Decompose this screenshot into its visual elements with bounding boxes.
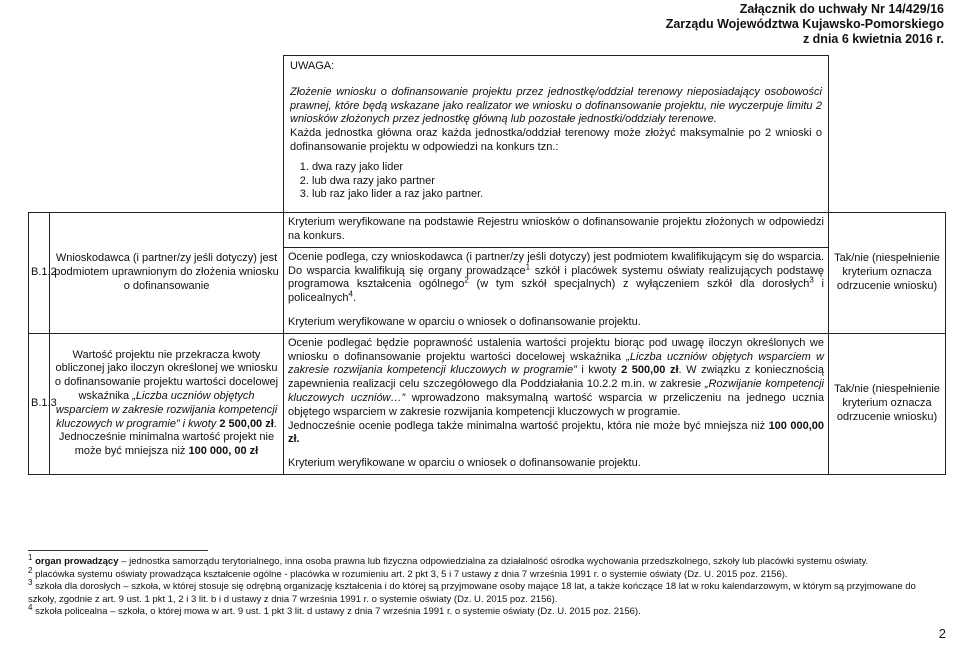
footnote: $^1$ organ prowadzący – jednostka samorządu terytorialnego, inna osoba prawna lub fizyczna odpowiedzialna za działalność ośrodka wychowania przedszkolnego, szkoły lub placówki systemu oświaty. (28, 552, 869, 567)
criterion-name: Wartość projektu nie przekracza kwoty obliczonej jako iloczyn określonej we wniosku o dofinansowanie projektu wartości docelowej wskaźnika „Liczba uczniów objętych wsparciem w zakresie rozwijania kompetencji kluczowych w programie” i kwoty 2 500,00 zł. Jednocześnie minimalna wartość projekt nie może być mniejsza niż 100 000, 00 zł (50, 333, 284, 474)
criterion-result: Tak/nie (niespełnienie kryterium oznacza odrzucenie wniosku) (829, 333, 946, 474)
page-number: 2 (938, 626, 946, 641)
criterion-id: B.1.3 (29, 333, 50, 474)
document-header (666, 2, 944, 47)
footnotes (28, 552, 938, 619)
criterion-id: B.1.2 (29, 213, 50, 334)
uwaga-row (29, 56, 946, 213)
criterion-description: Ocenie podlega, czy wnioskodawca (i partner/zy jeśli dotyczy) jest podmiotem kwalifikującym się do wsparcia. Do wsparcia kwalifikują się organy prowadzące$^1$ szkół i placówek systemu oświaty realizujących podstawę programowa kształcenia ogólnego$^2$ (w tym szkół specjalnych) z wyłączeniem szkół dla dorosłych$^3$ i policealnych$^4$. Kryterium weryfikowane w oparciu o wniosek o dofinansowanie projektu. (284, 247, 829, 333)
footnote-ref: 4 (348, 289, 353, 299)
uwaga-paragraph-2: Każda jednostka główna oraz każda jednostka/oddział terenowy może złożyć maksymalnie po 2 wnioski o dofinansowanie projektu w odpowiedzi na konkurs tzn.: (290, 127, 822, 153)
list-item: 2. lub dwa razy jako partner (312, 175, 822, 189)
uwaga-note (284, 56, 829, 213)
header-line-2: Zarządu Województwa Kujawsko-Pomorskiego (665, 17, 944, 31)
header-line-3: z dnia 6 kwietnia 2016 r. (802, 32, 944, 46)
criterion-description: Ocenie podlegać będzie poprawność ustalenia wartości projektu biorąc pod uwagę iloczyn określonych we wniosku o dofinansowanie projektu wartości docelowej wskaźnika „Liczba uczniów objętych wsparciem w zakresie rozwijania kompetencji kluczowych w programie” i kwoty 2 500,00 zł. W związku z koniecznością zapewnienia realizacji celu szczegółowego dla Poddziałania 10.2.2 m.in. w zakresie „Rozwijanie kompetencji kluczowych uczniów…” wprowadzono maksymalną wartość wsparcia w przeliczeniu na jednego ucznia objętego wsparciem w zakresie rozwijania kompetencji kluczowych w programie. Jednocześnie ocenie podlega także minimalna wartość projektu, która nie może być mniejsza niż 100 000,00 zł. Kryterium weryfikowane w oparciu o wniosek o dofinansowanie projektu. (284, 333, 829, 474)
footnote: $^2$ placówka systemu oświaty prowadząca kształcenie ogólne - placówka w rozumieniu art. 2 pkt 3, 5 i 7 ustawy z dnia 7 września 1991 r. o systemie oświaty (Dz. U. 2015 poz. 2156). (28, 565, 788, 580)
footnote: $^3$ szkoła dla dorosłych – szkoła, w której stosuje się odrębną organizację kształcenia i do której są przyjmowane osoby mające 18 lat, a także kończące 18 lat w roku kalendarzowym, w którym są przyjmowane do szkoły, zgodnie z art. 9 ust. 1 pkt 1, 2 i 3 lit. b i d ustawy z dnia 7 września 1991 r. o systemie oświaty (Dz. U. 2015 poz. 2156). (28, 577, 916, 605)
footnote: $^4$ szkoła policealna – szkoła, o której mowa w art. 9 ust. 1 pkt 3 lit. d ustawy z dnia 7 września 1991 r. o systemie oświaty (Dz. U. 2015 poz. 2156). (28, 602, 641, 617)
table-row (29, 333, 946, 474)
criteria-table (28, 55, 946, 475)
uwaga-kryterium-row (29, 213, 946, 248)
criterion-result: Tak/nie (niespełnienie kryterium oznacza odrzucenie wniosku) (829, 213, 946, 334)
footnote-ref: 1 (525, 261, 531, 271)
list-item: 1. dwa razy jako lider (312, 161, 822, 175)
uwaga-kryterium: Kryterium weryfikowane na podstawie Rejestru wniosków o dofinansowanie projektu złożonych w odpowiedzi na konkurs. (284, 213, 829, 248)
header-line-1: Załącznik do uchwały Nr 14/429/16 (739, 2, 944, 16)
uwaga-options-list (290, 161, 822, 202)
uwaga-title: UWAGA: (290, 60, 335, 72)
footnote-ref: 3 (809, 275, 814, 285)
footnote-ref: 2 (464, 275, 469, 285)
footnote-divider (28, 550, 208, 551)
list-item: 3. lub raz jako lider a raz jako partner. (312, 188, 822, 202)
criterion-name: Wnioskodawca (i partner/zy jeśli dotyczy) jest podmiotem uprawnionym do złożenia wniosku o dofinansowanie (50, 213, 284, 334)
criterion-verification: Kryterium weryfikowane w oparciu o wniosek o dofinansowanie projektu. (288, 315, 641, 328)
criterion-verification: Kryterium weryfikowane w oparciu o wniosek o dofinansowanie projektu. (288, 457, 641, 470)
uwaga-paragraph-1: Złożenie wniosku o dofinansowanie projektu przez jednostkę/oddział terenowy nieposiadający osobowości prawnej, które będą wskazane jako realizator we wniosku o dofinansowanie projektu, nie wyczerpuje limitu 2 wniosków złożonych przez jednostkę główną lub pozostałe jednostki/oddziały terenowe. (290, 85, 822, 126)
